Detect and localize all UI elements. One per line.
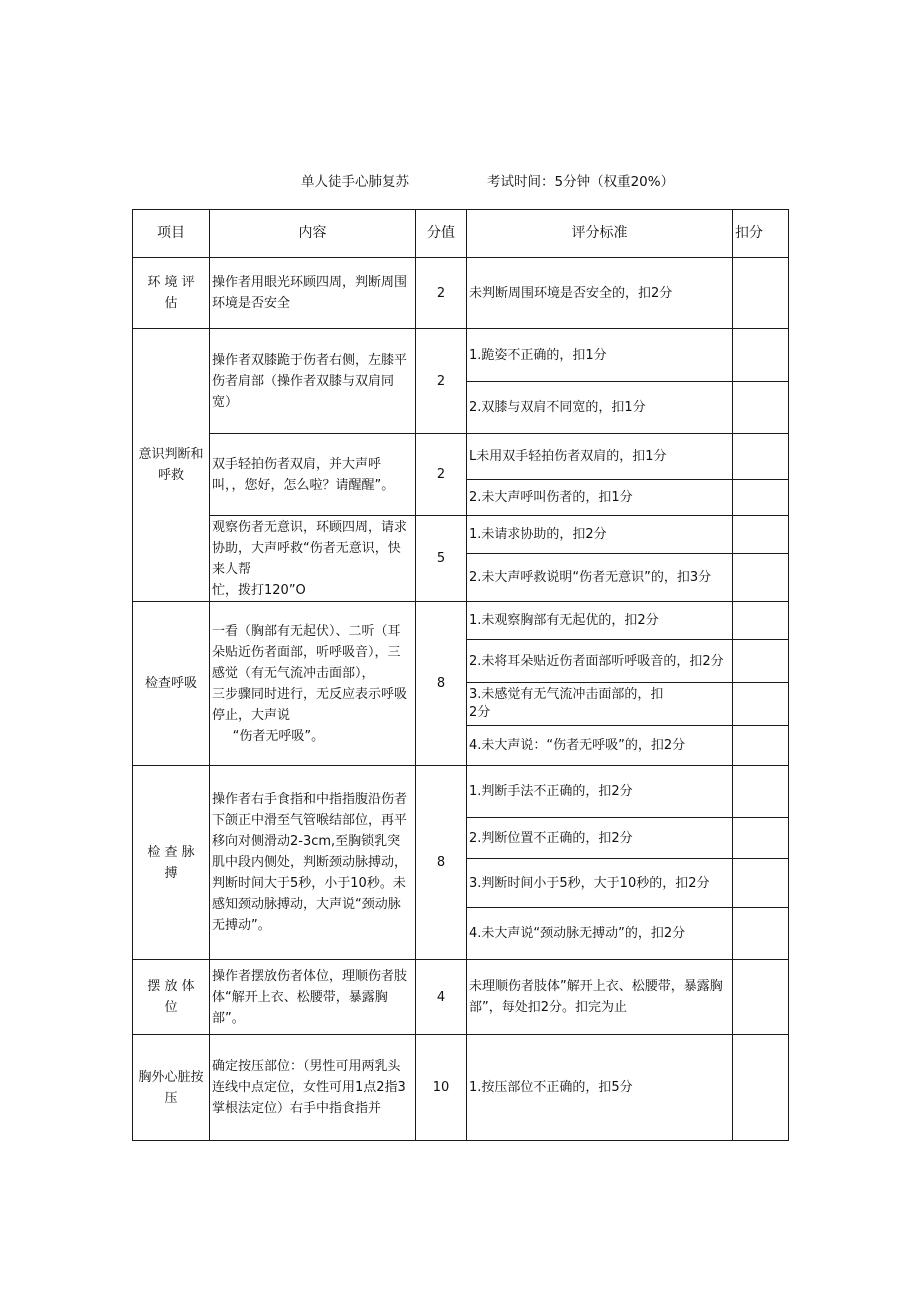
header-content: 内容 <box>210 210 416 258</box>
deduction-cell[interactable] <box>733 1035 789 1141</box>
criteria-cell: 未判断周围环境是否安全的，扣2分 <box>467 258 733 329</box>
section-item-position: 摆 放 体 位 <box>133 960 210 1035</box>
header-criteria: 评分标准 <box>467 210 733 258</box>
criteria-cell: L未用双手轻拍伤者双肩的，扣1分 <box>467 434 733 480</box>
scoring-table <box>132 209 789 1141</box>
table-row <box>133 602 789 640</box>
score-cell: 8 <box>416 602 467 766</box>
content-cell: 一看（胸部有无起伏）、二听（耳朵贴近伤者面部，听呼吸音），三感觉（有无气流冲击面部）， 三步骤同时进行，无反应表示呼吸停止，大声说 “伤者无呼吸”。 <box>210 602 416 766</box>
deduction-cell[interactable] <box>733 258 789 329</box>
criteria-cell: 1.按压部位不正确的，扣5分 <box>467 1035 733 1141</box>
page-title <box>0 170 920 190</box>
criteria-cell: 2.未大声呼叫伤者的，扣1分 <box>467 480 733 516</box>
deduction-cell[interactable] <box>733 960 789 1035</box>
table-row <box>133 960 789 1035</box>
section-item-compression: 胸外心脏按压 <box>133 1035 210 1141</box>
criteria-cell: 2.未大声呼救说明“伤者无意识”的，扣3分 <box>467 554 733 602</box>
deduction-cell[interactable] <box>733 480 789 516</box>
content-cell: 操作者用眼光环顾四周，判断周围环境是否安全 <box>210 258 416 329</box>
deduction-cell[interactable] <box>733 818 789 859</box>
deduction-cell[interactable] <box>733 602 789 640</box>
score-cell: 2 <box>416 329 467 434</box>
header-deduction: 扣分 <box>733 210 789 258</box>
criteria-cell: 4.未大声说：“伤者无呼吸”的，扣2分 <box>467 726 733 766</box>
criteria-cell: 1.跪姿不正确的，扣1分 <box>467 329 733 382</box>
table-header-row <box>133 210 789 258</box>
table-row <box>133 1035 789 1141</box>
deduction-cell[interactable] <box>733 516 789 554</box>
deduction-cell[interactable] <box>733 726 789 766</box>
table-row <box>133 258 789 329</box>
table-row <box>133 516 789 554</box>
header-score: 分值 <box>416 210 467 258</box>
section-item-breathing: 检查呼吸 <box>133 602 210 766</box>
deduction-cell[interactable] <box>733 640 789 683</box>
section-item-pulse: 检 查 脉 搏 <box>133 766 210 960</box>
deduction-cell[interactable] <box>733 859 789 908</box>
table-row <box>133 329 789 382</box>
content-cell: 双手轻拍伤者双肩，并大声呼叫，，您好，怎么啦？请醒醒”。 <box>210 434 416 516</box>
deduction-cell[interactable] <box>733 908 789 960</box>
criteria-cell: 3.未感觉有无气流冲击面部的，扣 2分 <box>467 683 733 726</box>
criteria-cell: 2.未将耳朵贴近伤者面部听呼吸音的，扣2分 <box>467 640 733 683</box>
deduction-cell[interactable] <box>733 434 789 480</box>
criteria-cell: 4.未大声说“颈动脉无搏动”的，扣2分 <box>467 908 733 960</box>
score-cell: 8 <box>416 766 467 960</box>
document-title: 单人徒手心肺复苏 <box>301 174 409 190</box>
score-cell: 2 <box>416 434 467 516</box>
score-cell: 4 <box>416 960 467 1035</box>
criteria-cell: 1.未请求协助的，扣2分 <box>467 516 733 554</box>
table-row <box>133 434 789 480</box>
score-cell: 2 <box>416 258 467 329</box>
score-cell: 5 <box>416 516 467 602</box>
exam-time-label: 考试时间：5分钟（权重20%） <box>487 174 675 190</box>
deduction-cell[interactable] <box>733 683 789 726</box>
score-cell: 10 <box>416 1035 467 1141</box>
table-row <box>133 766 789 818</box>
deduction-cell[interactable] <box>733 766 789 818</box>
deduction-cell[interactable] <box>733 382 789 434</box>
content-cell: 操作者双膝跪于伤者右侧，左膝平伤者肩部（操作者双膝与双肩同宽） <box>210 329 416 434</box>
content-cell: 操作者右手食指和中指指腹沿伤者下颌正中滑至气管喉结部位，再平移向对侧滑动2-3cm,至胸锁乳突肌中段内侧处，判断颈动脉搏动，判断时间大于5秒，小于10秒。未感知颈动脉搏动，大声说“颈动脉无搏动”。 <box>210 766 416 960</box>
section-item-consciousness: 意识判断和呼救 <box>133 329 210 602</box>
section-item-environment: 环 境 评 估 <box>133 258 210 329</box>
criteria-cell: 1.判断手法不正确的，扣2分 <box>467 766 733 818</box>
criteria-cell: 3.判断时间小于5秒，大于10秒的，扣2分 <box>467 859 733 908</box>
criteria-cell: 2.判断位置不正确的，扣2分 <box>467 818 733 859</box>
content-cell: 操作者摆放伤者体位，理顺伤者肢体“解开上衣、松腰带，暴露胸部”。 <box>210 960 416 1035</box>
content-cell: 确定按压部位：（男性可用两乳头连线中点定位，女性可用1点2指3掌根法定位）右手中指食指并 <box>210 1035 416 1141</box>
deduction-cell[interactable] <box>733 329 789 382</box>
content-cell: 观察伤者无意识，环顾四周，请求协助，大声呼救“伤者无意识，快来人帮 忙，拨打120”O <box>210 516 416 602</box>
header-item: 项目 <box>133 210 210 258</box>
criteria-cell: 2.双膝与双肩不同宽的，扣1分 <box>467 382 733 434</box>
criteria-cell: 1.未观察胸部有无起优的，扣2分 <box>467 602 733 640</box>
deduction-cell[interactable] <box>733 554 789 602</box>
criteria-cell: 未理顺伤者肢体”解开上衣、松腰带，暴露胸部”，每处扣2分。扣完为止 <box>467 960 733 1035</box>
